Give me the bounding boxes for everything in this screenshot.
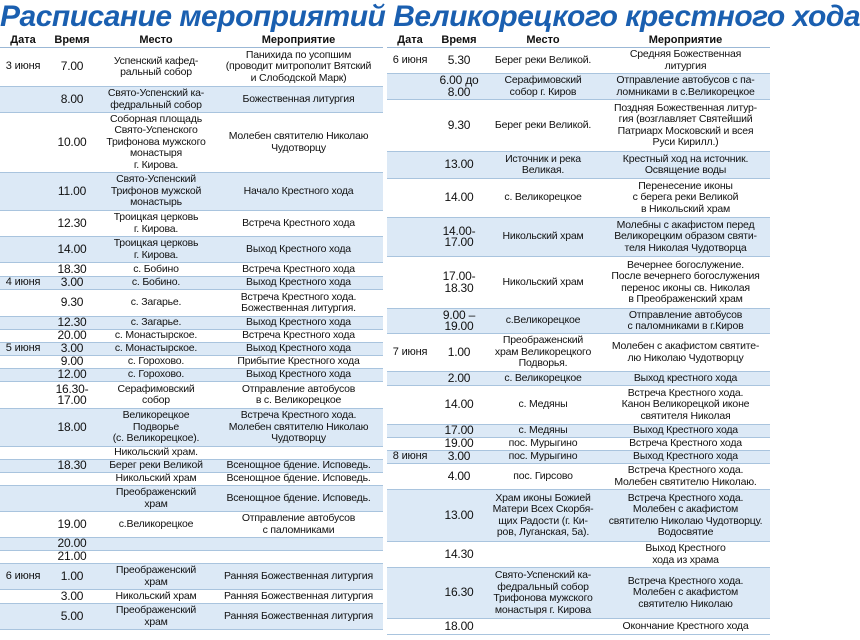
row-place: с. Бобино. bbox=[131, 276, 181, 289]
table-row bbox=[0, 263, 383, 277]
row-time: 9.00 bbox=[60, 354, 84, 369]
row-place: Никольский храм. bbox=[114, 446, 198, 459]
row-place bbox=[485, 542, 601, 567]
row-date bbox=[0, 409, 46, 446]
row-event: Выход Крестного хода bbox=[633, 424, 738, 437]
row-time: 5.30 bbox=[447, 52, 471, 67]
row-event: Встреча Крестного хода. Молебен святителю Николаю. bbox=[614, 464, 757, 488]
row-date bbox=[387, 425, 433, 437]
table-row bbox=[387, 451, 770, 464]
row-time: 4.00 bbox=[447, 468, 471, 483]
row-time: 3.00 bbox=[60, 275, 84, 290]
row-date bbox=[387, 568, 433, 618]
row-date bbox=[0, 473, 46, 485]
row-event: Божественная литургия bbox=[242, 92, 355, 105]
row-place: с. Монастырское. bbox=[114, 329, 198, 342]
header-place: Место bbox=[139, 34, 173, 46]
row-event: Выход Крестного хода bbox=[246, 342, 351, 355]
row-date bbox=[0, 263, 46, 276]
row-time: 13.00 bbox=[444, 507, 474, 522]
row-date bbox=[0, 590, 46, 603]
row-time: 18.00 bbox=[444, 618, 474, 633]
row-time: 9.30 bbox=[447, 117, 471, 132]
header-event: Мероприятие bbox=[648, 34, 723, 46]
row-place: Преображенский храм bbox=[115, 486, 197, 510]
row-date bbox=[0, 538, 46, 550]
row-date bbox=[387, 74, 433, 99]
row-date bbox=[0, 512, 46, 537]
table-row bbox=[387, 100, 770, 152]
row-place: с.Великорецкое bbox=[118, 517, 194, 530]
table-row bbox=[0, 382, 383, 409]
row-event: Панихида по усопшим (проводит митрополит Вятский и Слободской Марк) bbox=[225, 48, 372, 84]
row-date: 8 июня bbox=[392, 450, 428, 463]
table-row bbox=[0, 290, 383, 317]
row-date bbox=[387, 309, 433, 333]
row-date bbox=[387, 438, 433, 450]
row-date bbox=[0, 356, 46, 368]
row-event: Поздняя Божественная литур- гия (возглавляет Святейший Патриарх Московский и всея Руси Кирилл.) bbox=[614, 101, 757, 148]
row-time: 9.30 bbox=[60, 295, 84, 310]
row-date bbox=[0, 447, 46, 459]
row-time: 9.00 – 19.00 bbox=[442, 307, 476, 333]
row-event: Отправление автобусов с па- ломниками в с.Великорецкое bbox=[616, 74, 755, 98]
row-time: 16.30 bbox=[444, 585, 474, 600]
header-place: Место bbox=[526, 34, 560, 46]
row-place: пос. Мурыгино bbox=[508, 450, 578, 463]
row-place bbox=[485, 619, 601, 634]
row-time: 19.00 bbox=[444, 436, 474, 451]
row-date bbox=[0, 369, 46, 381]
row-place: Успенский кафед- ральный собор bbox=[113, 54, 199, 78]
table-row bbox=[387, 48, 770, 74]
row-date bbox=[387, 152, 433, 178]
table-row bbox=[0, 473, 383, 486]
row-time: 8.00 bbox=[60, 91, 84, 106]
row-time: 14.30 bbox=[444, 546, 474, 561]
row-event: Выход крестного хода bbox=[633, 371, 738, 384]
header-event: Мероприятие bbox=[261, 34, 336, 46]
row-event: Молебен с акафистом святите- лю Николаю Чудотворцу bbox=[611, 340, 760, 364]
table-row bbox=[0, 369, 383, 382]
row-event bbox=[214, 551, 383, 563]
row-event: Всенощное бдение. Исповедь. bbox=[226, 472, 371, 485]
table-row bbox=[387, 179, 770, 218]
row-place: Преображенский храм Великорецкого Подворья. bbox=[494, 334, 592, 370]
row-place: Никольский храм bbox=[502, 230, 584, 243]
row-event: Встреча Крестного хода. Канон Великорецкой иконе святителя Николая bbox=[621, 386, 750, 422]
row-event: Вечернее богослужение. После вечернего богослужения перенос иконы св. Николая в Преображенский храм bbox=[611, 258, 760, 305]
row-time: 17.00 bbox=[444, 423, 474, 438]
row-date bbox=[387, 257, 433, 308]
row-event: Встреча Крестного хода. Молебен святителю Николаю Чудотворцу bbox=[228, 409, 369, 445]
row-event: Отправление автобусов с паломниками bbox=[241, 512, 356, 536]
row-event bbox=[214, 447, 383, 459]
table-row bbox=[0, 48, 383, 87]
row-time: 21.00 bbox=[57, 549, 87, 564]
row-date: 3 июня bbox=[5, 60, 41, 73]
table-row bbox=[0, 237, 383, 263]
row-place: Свято-Успенский Трифонов мужской монастырь bbox=[110, 173, 202, 209]
row-date bbox=[0, 237, 46, 262]
row-event: Выход Крестного хода bbox=[633, 450, 738, 463]
row-place: с. Монастырское. bbox=[114, 342, 198, 355]
table-row bbox=[0, 211, 383, 237]
table-row bbox=[387, 386, 770, 425]
row-date: 6 июня bbox=[5, 569, 41, 582]
header-date: Дата bbox=[10, 34, 36, 46]
row-time: 12.30 bbox=[57, 315, 87, 330]
row-time: 11.00 bbox=[57, 183, 87, 198]
row-event: Встреча Крестного хода bbox=[242, 262, 355, 275]
row-time: 3.00 bbox=[60, 588, 84, 603]
row-place: пос. Мурыгино bbox=[508, 437, 578, 450]
table-row bbox=[387, 152, 770, 179]
row-event: Встреча Крестного хода bbox=[242, 329, 355, 342]
row-time: 18.00 bbox=[57, 419, 87, 434]
row-time: 18.30 bbox=[57, 458, 87, 473]
row-place: с. Великорецкое bbox=[504, 371, 582, 384]
row-event: Молебен святителю Николаю Чудотворцу bbox=[228, 130, 369, 154]
row-place: с. Великорецкое bbox=[504, 191, 582, 204]
row-time: 12.30 bbox=[57, 215, 87, 230]
row-time: 1.00 bbox=[60, 568, 84, 583]
row-event: Перенесение иконы с берега реки Великой в Никольский храм bbox=[632, 179, 739, 215]
row-time bbox=[46, 447, 98, 459]
row-time: 14.00 bbox=[444, 397, 474, 412]
row-date bbox=[0, 317, 46, 329]
schedule-left-column bbox=[0, 34, 383, 630]
table-row bbox=[0, 277, 383, 290]
row-event: Встреча Крестного хода bbox=[242, 216, 355, 229]
row-event: Ранняя Божественная литургия bbox=[224, 589, 373, 602]
row-place: Преображенский храм bbox=[115, 604, 197, 628]
row-date bbox=[0, 486, 46, 511]
row-place: с. Бобино bbox=[133, 262, 179, 275]
row-event: Отправление автобусов с паломниками в г.Киров bbox=[627, 308, 744, 332]
row-time: 2.00 bbox=[447, 370, 471, 385]
table-row bbox=[0, 486, 383, 512]
row-date bbox=[0, 460, 46, 472]
row-time: 18.30 bbox=[57, 261, 87, 276]
page-title: Расписание мероприятий Великорецкого крестного хода bbox=[0, 0, 860, 33]
table-row bbox=[0, 512, 383, 538]
row-date: 6 июня bbox=[392, 53, 428, 66]
row-event: Окончание Крестного хода bbox=[622, 619, 749, 632]
table-row bbox=[387, 74, 770, 100]
table-row bbox=[387, 372, 770, 386]
row-time bbox=[46, 473, 98, 485]
row-time: 12.00 bbox=[57, 367, 87, 382]
row-time: 19.00 bbox=[57, 516, 87, 531]
row-place: Берег реки Великой. bbox=[494, 53, 592, 66]
row-event: Прибытие Крестного хода bbox=[237, 355, 360, 368]
table-row bbox=[387, 257, 770, 309]
row-event: Отправление автобусов в с. Великорецкое bbox=[241, 382, 356, 406]
table-row bbox=[387, 490, 770, 542]
row-place: с.Великорецкое bbox=[505, 314, 581, 327]
table-row bbox=[0, 590, 383, 604]
row-time: 13.00 bbox=[444, 157, 474, 172]
row-date bbox=[387, 464, 433, 489]
table-row bbox=[387, 309, 770, 334]
row-place: с. Медяны bbox=[518, 398, 568, 411]
row-place bbox=[98, 551, 214, 563]
row-event: Выход Крестного хода bbox=[246, 242, 351, 255]
row-date bbox=[0, 173, 46, 210]
row-place: с. Горохово. bbox=[127, 355, 185, 368]
row-date bbox=[0, 87, 46, 112]
row-place: Соборная площадь Свято-Успенского Трифонова мужского монастыря г. Кирова. bbox=[106, 112, 206, 171]
row-place: Свято-Успенский ка- федральный собор bbox=[107, 87, 205, 111]
table-row bbox=[387, 218, 770, 257]
row-event bbox=[214, 538, 383, 550]
schedule-right-column bbox=[387, 34, 770, 635]
row-date bbox=[387, 490, 433, 541]
row-place: с. Загарье. bbox=[130, 296, 182, 309]
header-time: Время bbox=[54, 34, 90, 46]
row-event: Встреча Крестного хода. Божественная литургия. bbox=[240, 290, 357, 314]
table-row bbox=[387, 568, 770, 619]
table-header bbox=[0, 34, 383, 48]
row-event: Встреча Крестного хода. Молебен с акафистом святителю Николаю bbox=[627, 574, 744, 610]
row-time: 14.00- 17.00 bbox=[442, 223, 476, 249]
row-event: Ранняя Божественная литургия bbox=[224, 609, 373, 622]
table-header bbox=[387, 34, 770, 48]
table-row bbox=[0, 564, 383, 590]
row-event: Всенощное бдение. Исповедь. bbox=[226, 459, 371, 472]
table-row bbox=[0, 604, 383, 630]
row-place: с. Горохово. bbox=[127, 368, 185, 381]
row-event: Выход Крестного хода bbox=[246, 316, 351, 329]
row-place: Берег реки Великой bbox=[109, 459, 203, 472]
table-row bbox=[0, 409, 383, 447]
row-event: Выход Крестного хода bbox=[246, 368, 351, 381]
schedule-rows-right bbox=[387, 48, 770, 635]
row-place: Троицкая церковь г. Кирова. bbox=[113, 211, 199, 235]
table-row bbox=[0, 343, 383, 356]
schedule-rows-left bbox=[0, 48, 383, 630]
row-place: Источник и река Великая. bbox=[505, 152, 581, 176]
table-row bbox=[0, 551, 383, 564]
row-event: Ранняя Божественная литургия bbox=[224, 569, 373, 582]
row-place: Троицкая церковь г. Кирова. bbox=[113, 237, 199, 261]
row-event: Всенощное бдение. Исповедь. bbox=[226, 491, 371, 504]
row-event: Встреча Крестного хода. Молебен с акафистом святителю Николаю Чудотворцу. Водосвятие bbox=[608, 491, 763, 538]
row-place: Свято-Успенский ка- федральный собор Трифонова мужского монастыря г. Кирова bbox=[493, 569, 593, 616]
row-event: Средняя Божественная литургия bbox=[629, 48, 742, 72]
table-row bbox=[0, 173, 383, 211]
row-place: Преображенский храм bbox=[115, 564, 197, 588]
row-date bbox=[0, 382, 46, 408]
table-row bbox=[0, 113, 383, 173]
row-time: 20.00 bbox=[57, 536, 87, 551]
row-event: Выход Крестного хода bbox=[246, 276, 351, 289]
row-time: 10.00 bbox=[57, 134, 87, 149]
row-date bbox=[0, 211, 46, 236]
row-date bbox=[0, 604, 46, 629]
row-date bbox=[387, 542, 433, 567]
header-time: Время bbox=[441, 34, 477, 46]
row-time: 16.30- 17.00 bbox=[55, 381, 89, 407]
row-place: пос. Гирсово bbox=[513, 469, 573, 482]
row-date bbox=[0, 551, 46, 563]
row-date bbox=[387, 218, 433, 256]
row-place: с. Медяны bbox=[518, 424, 568, 437]
row-date: 5 июня bbox=[5, 342, 41, 355]
row-time: 20.00 bbox=[57, 328, 87, 343]
row-place: Серафимовский собор bbox=[117, 382, 195, 406]
row-place: Никольский храм bbox=[115, 589, 197, 602]
row-event: Встреча Крестного хода bbox=[629, 437, 742, 450]
row-place: с. Загарье. bbox=[130, 316, 182, 329]
table-row bbox=[387, 464, 770, 490]
row-date bbox=[387, 619, 433, 634]
row-date bbox=[0, 113, 46, 172]
row-place: Великорецкое Подворье (с. Великорецкое). bbox=[112, 409, 200, 445]
row-time: 14.00 bbox=[444, 190, 474, 205]
row-time: 1.00 bbox=[447, 344, 471, 359]
row-place: Никольский храм bbox=[502, 275, 584, 288]
row-date bbox=[387, 179, 433, 217]
row-event: Начало Крестного хода bbox=[243, 184, 354, 197]
header-date: Дата bbox=[397, 34, 423, 46]
row-date: 4 июня bbox=[5, 276, 41, 289]
row-place: Никольский храм bbox=[115, 472, 197, 485]
row-time: 17.00- 18.30 bbox=[442, 269, 476, 295]
row-date bbox=[0, 290, 46, 316]
table-row bbox=[387, 334, 770, 372]
table-row bbox=[0, 330, 383, 343]
row-time: 14.00 bbox=[57, 241, 87, 256]
row-date bbox=[0, 330, 46, 342]
row-time: 6.00 до 8.00 bbox=[439, 73, 479, 99]
table-row bbox=[387, 542, 770, 568]
row-event: Выход Крестного хода из храма bbox=[645, 542, 726, 566]
row-time bbox=[46, 486, 98, 511]
row-place: Серафимовский собор г. Киров bbox=[504, 74, 582, 98]
row-date bbox=[387, 100, 433, 151]
row-time: 3.00 bbox=[60, 341, 84, 356]
table-row bbox=[387, 619, 770, 635]
row-place: Храм иконы Божией Матери Всех Скорбя- щих Радости (г. Ки- ров, Луганская, 5а). bbox=[492, 491, 594, 538]
table-row bbox=[0, 87, 383, 113]
row-date bbox=[387, 386, 433, 424]
row-date bbox=[387, 372, 433, 385]
row-event: Крестный ход на источник. Освящение воды bbox=[622, 152, 749, 176]
row-place bbox=[98, 538, 214, 550]
row-time: 7.00 bbox=[60, 59, 84, 74]
table-row bbox=[387, 438, 770, 451]
table-row bbox=[0, 460, 383, 473]
row-date: 7 июня bbox=[392, 345, 428, 358]
row-time: 3.00 bbox=[447, 449, 471, 464]
row-event: Молебны с акафистом перед Великорецким образом святи- теля Николая Чудотворца bbox=[614, 218, 757, 254]
row-time: 5.00 bbox=[60, 608, 84, 623]
row-place: Берег реки Великой. bbox=[494, 118, 592, 131]
